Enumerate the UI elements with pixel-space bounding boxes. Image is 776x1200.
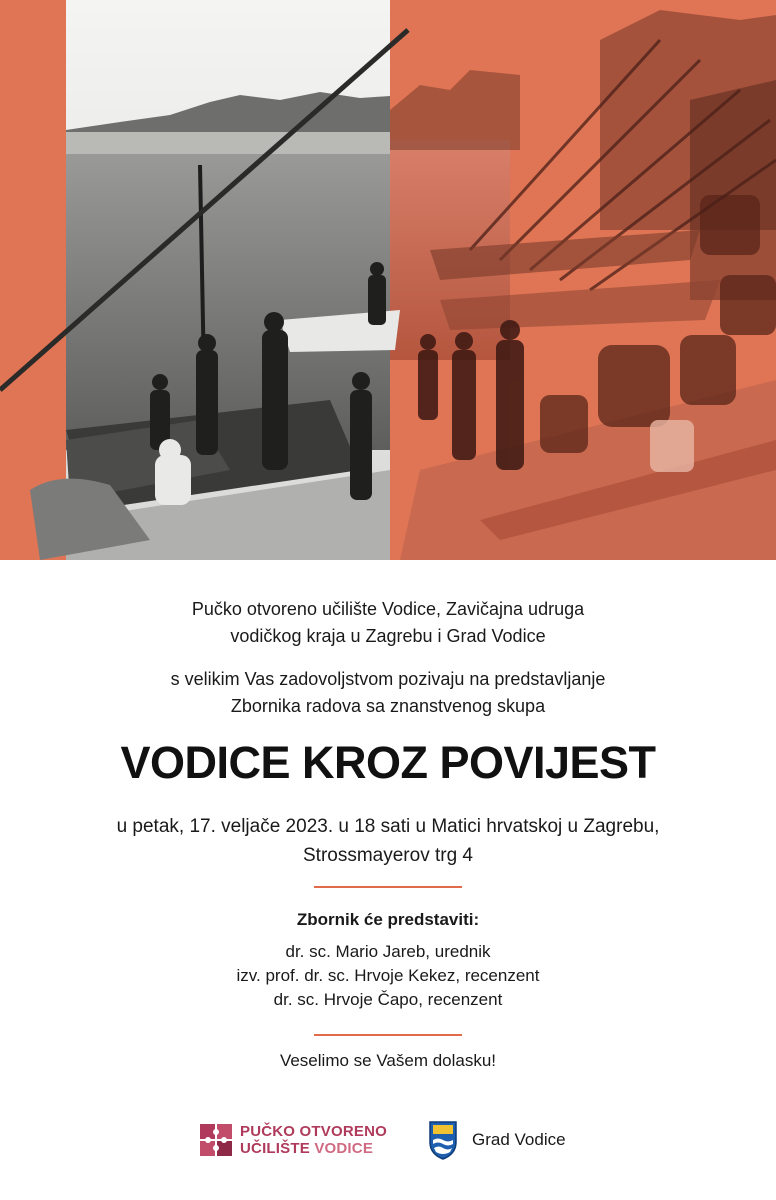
grad-vodice-logo [428, 1114, 566, 1166]
presenters-list [0, 940, 776, 1012]
divider [314, 1034, 462, 1036]
when-line: Strossmayerov trg 4 [303, 845, 473, 866]
coat-of-arms-icon [428, 1120, 458, 1160]
pou-logo-text [240, 1123, 387, 1157]
event-when [0, 812, 776, 870]
organizers-line: Pučko otvoreno učilište Vodice, Zavičajna udruga [191, 599, 585, 619]
presenter-item: dr. sc. Mario Jareb, urednik [285, 942, 491, 961]
logos-row [0, 1112, 776, 1168]
closing-text: Veselimo se Vašem dolasku! [279, 1051, 497, 1070]
invite-line: Zbornika radova sa znanstvenog skupa [230, 696, 546, 716]
when-line: u petak, 17. veljače 2023. u 18 sati u Matici hrvatskoj u Zagrebu, [116, 816, 660, 837]
grad-vodice-label: Grad Vodice [472, 1130, 566, 1149]
puzzle-icon [200, 1124, 232, 1156]
pou-vodice-logo [200, 1118, 387, 1162]
organizers-line: vodičkog kraja u Zagrebu i Grad Vodice [230, 626, 546, 646]
presenter-item: izv. prof. dr. sc. Hrvoje Kekez, recenzent [236, 966, 540, 985]
pou-logo-line [240, 1140, 387, 1157]
presenter-item: dr. sc. Hrvoje Čapo, recenzent [273, 990, 503, 1009]
pou-logo-word: UČILIŠTE [240, 1140, 310, 1157]
historic-harbour-photo [0, 0, 776, 560]
invite-text [0, 666, 776, 720]
hero-photo [0, 0, 776, 560]
organizers [0, 596, 776, 650]
event-title: VODICE KROZ POVIJEST [120, 737, 656, 788]
presenters-heading: Zbornik će predstaviti: [296, 910, 480, 929]
invite-line: s velikim Vas zadovoljstvom pozivaju na predstavljanje [170, 669, 606, 689]
pou-logo-word: VODICE [314, 1140, 374, 1157]
invitation-body [0, 560, 776, 1200]
divider [314, 886, 462, 888]
pou-logo-line: PUČKO OTVORENO [240, 1123, 387, 1140]
